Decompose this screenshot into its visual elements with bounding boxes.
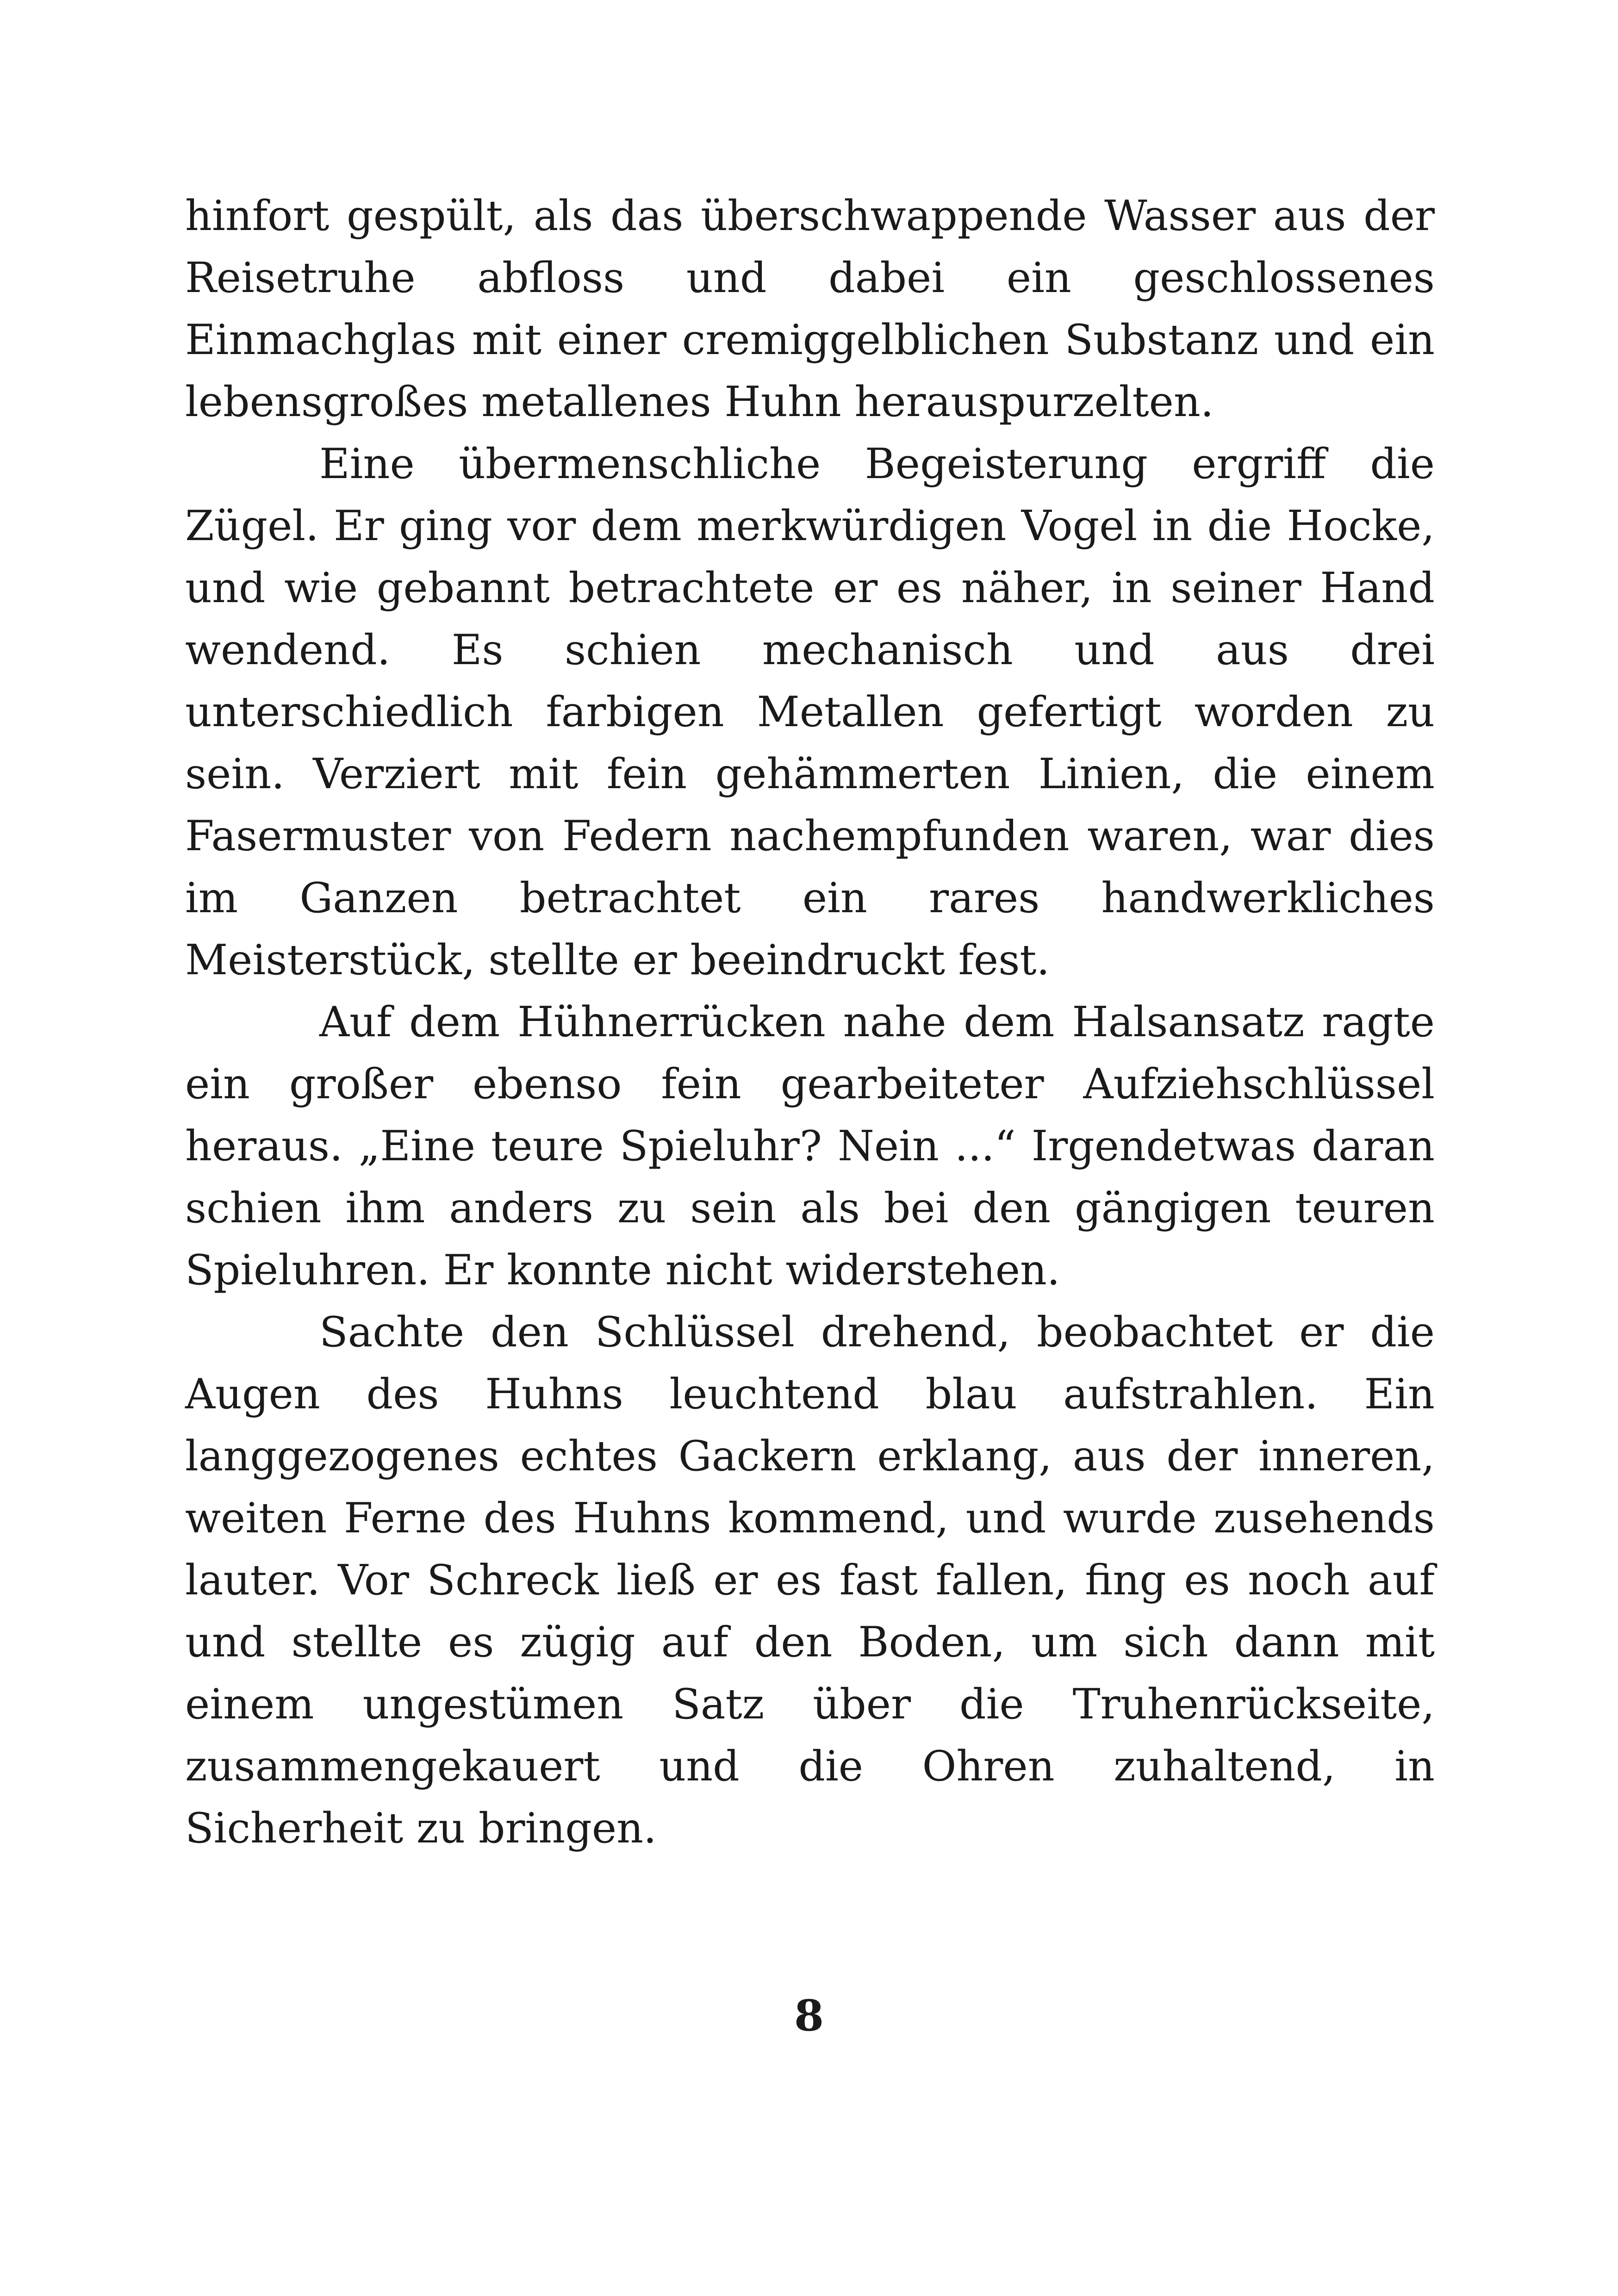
body-text [185,185,1435,1860]
page-number: 8 [794,1991,824,2041]
paragraph-2: Eine übermenschliche Begeisterung ergriff die Zügel. Er ging vor dem merkwürdigen Vogel in die Hocke, und wie gebannt betrachtete er es näher, in seiner Hand wendend. Es schien mechanisch und aus drei unterschiedlich farbigen Metallen gefertigt worden zu sein. Verziert mit fein gehämmerten Linien, die einem Fasermuster von Federn nachempfunden waren, war dies im Ganzen betrachtet ein rares handwerkliches Meisterstück, stellte er beeindruckt fest. [185,440,1435,984]
paragraph-3: Auf dem Hühnerrücken nahe dem Halsansatz ragte ein großer ebenso fein gearbeiteter Aufziehschlüssel heraus. „Eine teure Spieluhr? Nein ...“ Irgendetwas daran schien ihm anders zu sein als bei den gängigen teuren Spieluhren. Er konnte nicht widerstehen. [185,998,1435,1294]
paragraph-4: Sachte den Schlüssel drehend, beobachtet er die Augen des Huhns leuchtend blau aufstrahlen. Ein langgezogenes echtes Gackern erklang, aus der inneren, weiten Ferne des Huhns kommend, und wurde zusehends lauter. Vor Schreck ließ er es fast fallen, fing es noch auf und stellte es zügig auf den Boden, um sich dann mit einem ungestümen Satz über die Truhenrückseite, zusammengekauert und die Ohren zuhaltend, in Sicherheit zu bringen. [185,1308,1435,1853]
paragraph-1: hinfort gespült, als das überschwappende Wasser aus der Reisetruhe abfloss und dabei ein geschlossenes Einmachglas mit einer cremiggelblichen Substanz und ein lebensgroßes metallenes Huhn herauspurzelten. [185,192,1435,426]
